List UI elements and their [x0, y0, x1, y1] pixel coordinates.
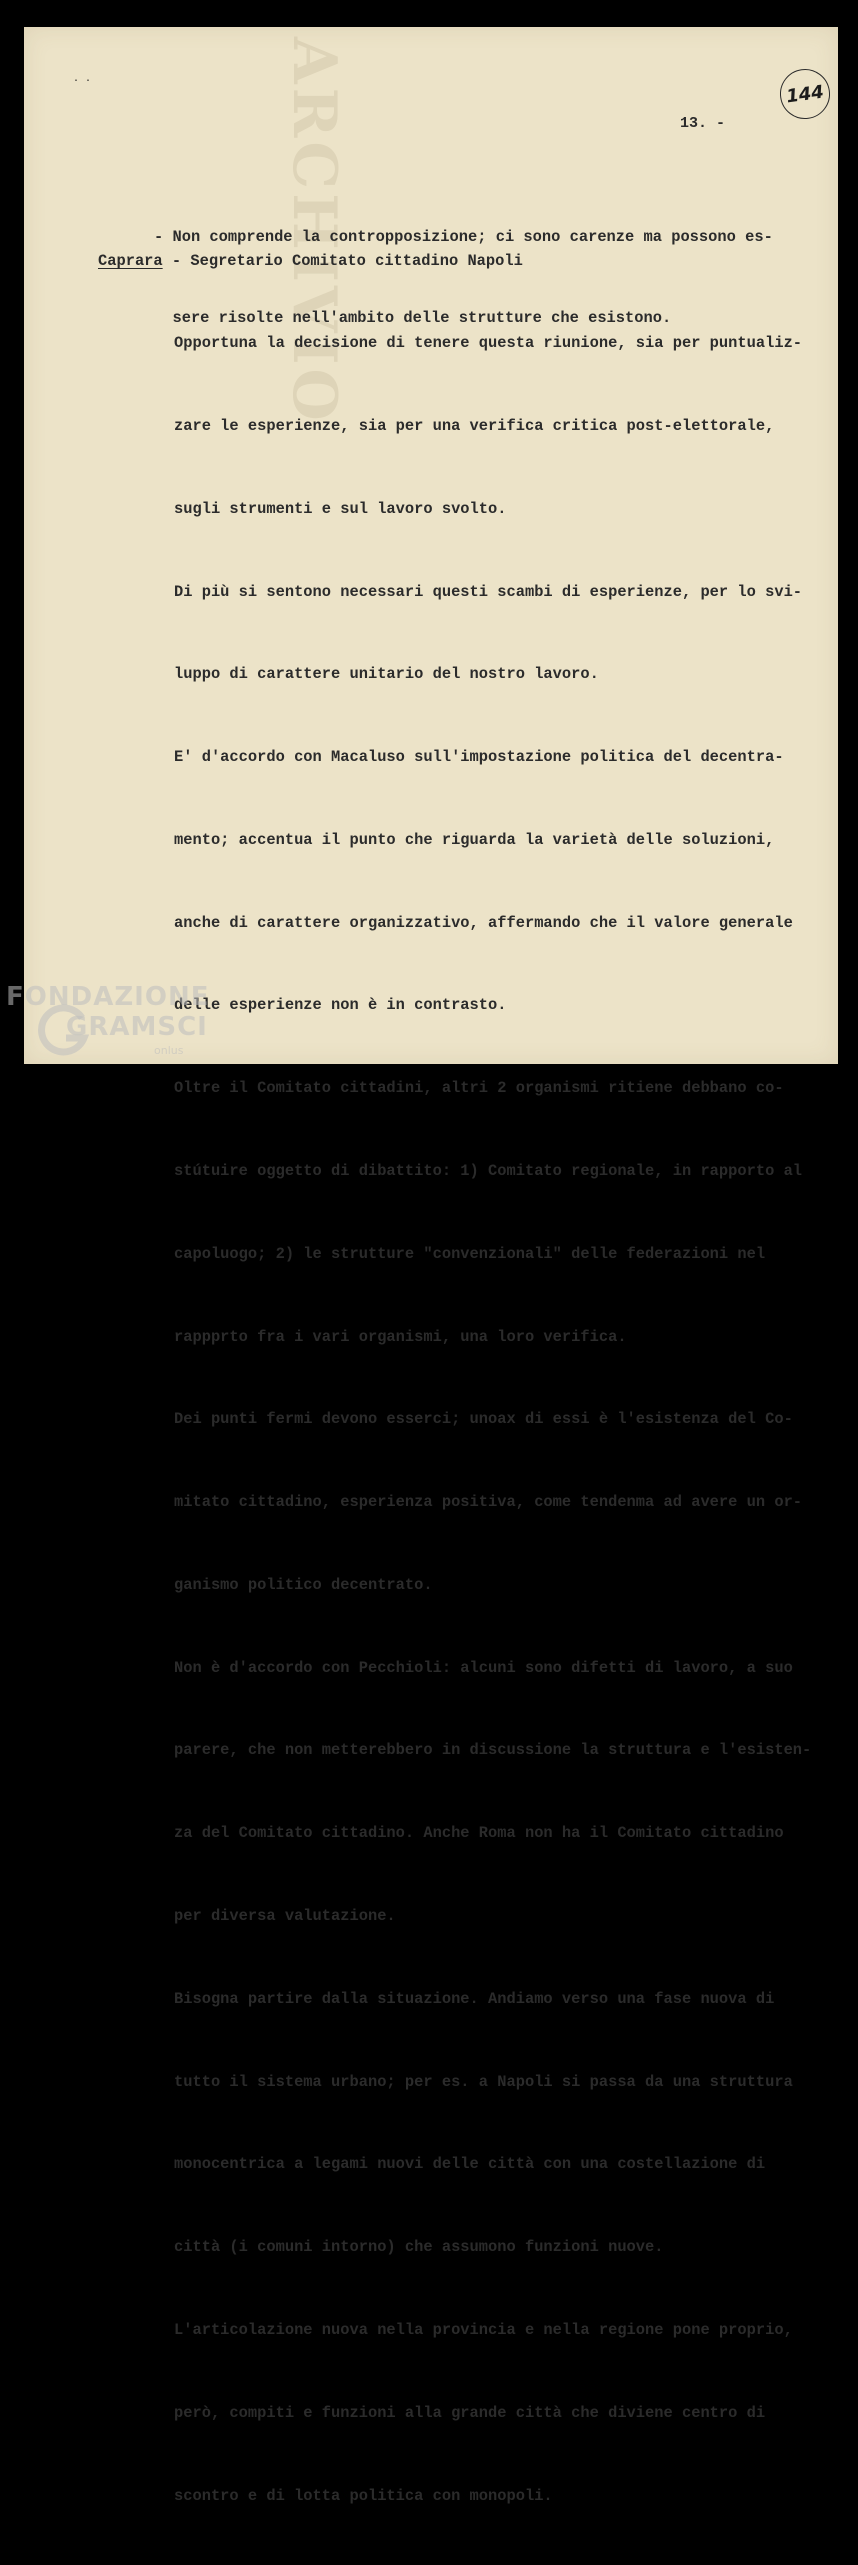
body-line: Opportuna la decisione di tenere questa riunione, sia per puntualiz-: [174, 334, 803, 353]
body-line: però, compiti e funzioni alla grande città che diviene centro di: [174, 2403, 766, 2422]
body-line: anche di carattere organizzativo, affermando che il valore generale: [174, 913, 793, 932]
body-line: rappprto fra i vari organismi, una loro verifica.: [174, 1327, 627, 1346]
body-line: sugli strumenti e sul lavoro svolto.: [174, 499, 507, 518]
speaker-role: - Segretario Comitato cittadino Napoli: [162, 252, 523, 270]
document-page: [24, 27, 838, 2505]
body-line: L'articolazione nuova nella provincia e nella regione pone proprio,: [174, 2320, 793, 2339]
body-line: Oltre il Comitato cittadini, altri 2 organismi ritiene debbano co-: [174, 1079, 784, 1098]
body-line: Dei punti fermi devono esserci; unoax di essi è l'esistenza del Co-: [174, 1410, 793, 1429]
body-line: monocentrica a legami nuovi delle città con una costellazione di: [174, 2155, 766, 2174]
intro-line: - Non comprende la contropposizione; ci sono carenze ma possono es-: [154, 228, 773, 246]
body-line: parere, che non metterebbero in discussione la struttura e l'esisten-: [174, 1741, 812, 1760]
body-line: luppo di carattere unitario del nostro lavoro.: [174, 665, 599, 684]
body-line: città (i comuni intorno) che assumono funzioni nuove.: [174, 2238, 664, 2257]
watermark-line2: GRAMSCI: [66, 1012, 208, 1042]
body-line: za del Comitato cittadino. Anche Roma non ha il Comitato cittadino: [174, 1824, 784, 1843]
body-line: mento; accentua il punto che riguarda la varietà delle soluzioni,: [174, 830, 775, 849]
body-line: mitato cittadino, esperienza positiva, come tendenma ad avere un or-: [174, 1493, 803, 1512]
body-line: per diversa valutazione.: [174, 1907, 396, 1926]
page-number: 13. -: [680, 115, 726, 132]
body-line: stútuire oggetto di dibattito: 1) Comitato regionale, in rapporto al: [174, 1162, 803, 1180]
speaker-heading: [98, 252, 523, 270]
body-line: zare le esperienze, sia per una verifica critica post-elettorale,: [174, 416, 775, 435]
archive-stamp: 144: [777, 66, 833, 122]
watermark-suffix: onlus: [154, 1044, 184, 1057]
body-line: scontro e di lotta politica con monopoli.: [174, 2486, 553, 2505]
speech-body: [174, 275, 811, 2565]
body-line: Bisogna partire dalla situazione. Andiamo verso una fase nuova di: [174, 1989, 775, 2008]
body-line: Non è d'accordo con Pecchioli: alcuni sono difetti di lavoro, a suo: [174, 1658, 793, 1677]
body-line: Di più si sentono necessari questi scambi di esperienze, per lo svi-: [174, 582, 803, 601]
body-line: delle esperienze non è in contrasto.: [174, 996, 507, 1015]
paper-specks: · ·: [73, 76, 92, 87]
speaker-name: Caprara: [98, 252, 163, 270]
bleed-through-marks: ARCHIVIO: [279, 37, 349, 425]
body-line: E' d'accordo con Macaluso sull'impostazione politica del decentra-: [174, 748, 784, 767]
body-line: tutto il sistema urbano; per es. a Napoli si passa da una struttura: [174, 2072, 793, 2091]
intro-line: sere risolte nell'ambito delle strutture che esistono.: [154, 309, 672, 327]
watermark-line1: FONDAZIONE: [6, 982, 210, 1012]
body-line: ganismo politico decentrato.: [174, 1575, 433, 1594]
body-line: capoluogo; 2) le strutture "convenzionali" delle federazioni nel: [174, 1244, 766, 1263]
